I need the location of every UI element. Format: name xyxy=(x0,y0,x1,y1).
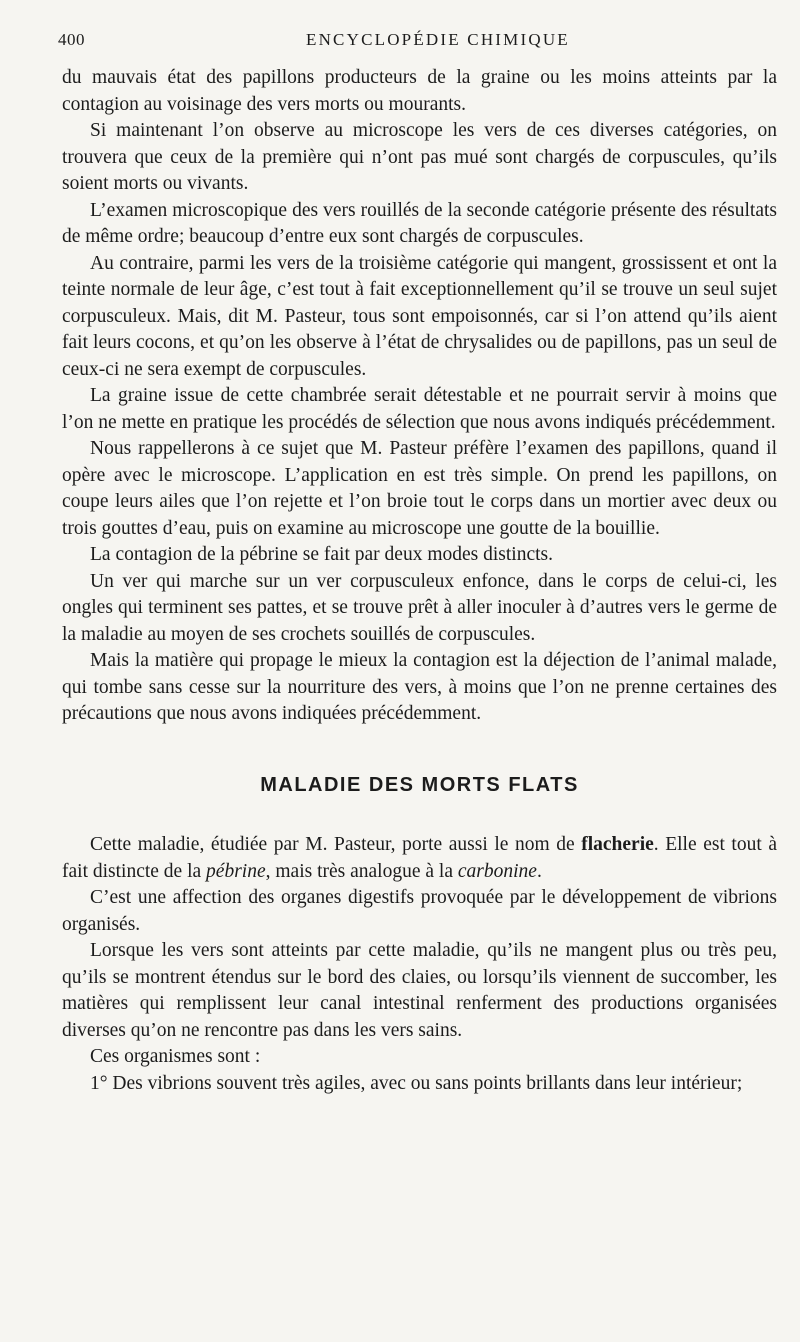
intro-text: Cette maladie, étudiée par M. Pasteur, porte aussi le nom de xyxy=(90,834,582,855)
paragraph: du mauvais état des papillons producteurs de la graine ou les moins atteints par la contagion au voisinage des vers morts ou mourants. xyxy=(62,67,777,115)
paragraph: Lorsque les vers sont atteints par cette maladie, qu’ils ne mangent plus ou très peu, qu’ils se montrent étendus sur le bord des claies, ou lorsqu’ils viennent de succomber, les matières qui remplissent leur canal intestinal renferment des productions organisées diverses qu’on ne rencontre pas dans les vers sains. xyxy=(62,940,777,1041)
section-title: MALADIE DES MORTS FLATS xyxy=(260,773,579,796)
term-carbonine: carbonine xyxy=(457,860,537,882)
paragraph: Si maintenant l’on observe au microscope les vers de ces diverses catégories, on trouvera que ceux de la première qui n’ont pas mué sont chargés de corpuscules, qu’ils soient morts ou vivants. xyxy=(62,120,777,194)
paragraph: Au contraire, parmi les vers de la troisième catégorie qui mangent, grossissent et ont la teinte normale de leur âge, c’est tout à fait exceptionnellement qu’il se trouve un seul sujet corpusculeux. Mais, dit M. Pasteur, tous sont empoisonnés, car si l’on attend qu’ils aient fait leurs cocons, et qu’on les observe à l’état de chrysalides ou de papillons, pas un seul de ceux-ci ne sera exempt de corpuscules. xyxy=(62,252,777,380)
paragraph: Mais la matière qui propage le mieux la contagion est la déjection de l’animal malade, qui tombe sans cesse sur la nourriture des vers, à moins que l’on ne prenne certaines des précautions que nous avons indiquées précédemment. xyxy=(62,650,777,724)
intro-text: . xyxy=(536,860,542,882)
paragraph: Nous rappellerons à ce sujet que M. Pasteur préfère l’examen des papillons, quand il opère avec le microscope. L’application en est très simple. On prend les papillons, on coupe leurs ailes que l’on rejette et l’on broie tout le corps dans un mortier avec deux ou trois gouttes d’eau, puis on examine au microscope une goutte de la bouillie. xyxy=(62,438,777,539)
intro-text: . Elle est tout à fait distincte de la xyxy=(62,834,777,882)
intro-paragraph xyxy=(62,832,777,885)
paragraph: Ces organismes sont : xyxy=(90,1046,261,1067)
term-pebrine: pébrine xyxy=(206,860,266,882)
term-flacherie: flacherie xyxy=(581,834,654,855)
page-body xyxy=(62,65,777,1097)
page-number: 400 xyxy=(58,30,85,49)
intro-text: , mais très analogue à la xyxy=(265,860,458,882)
paragraph: La graine issue de cette chambrée serait détestable et ne pourrait servir à moins que l’on ne mette en pratique les procédés de sélection que nous avons indiqués précédemment. xyxy=(62,385,777,433)
running-head: ENCYCLOPÉDIE CHIMIQUE xyxy=(306,30,570,49)
paragraph: La contagion de la pébrine se fait par deux modes distincts. xyxy=(90,544,553,565)
paragraph: 1° Des vibrions souvent très agiles, avec ou sans points brillants dans leur intérieur; xyxy=(90,1072,743,1094)
paragraph: C’est une affection des organes digestifs provoquée par le développement de vibrions organisés. xyxy=(62,887,777,935)
page-header xyxy=(58,30,770,56)
paragraph: Un ver qui marche sur un ver corpusculeux enfonce, dans le corps de celui-ci, les ongles qui terminent ses pattes, et se trouve prêt à aller inoculer à d’autres vers le germe de la maladie au moyen de ses crochets souillés de corpuscules. xyxy=(62,570,777,645)
paragraph: L’examen microscopique des vers rouillés de la seconde catégorie présente des résultats de même ordre; beaucoup d’entre eux sont chargés de corpuscules. xyxy=(62,199,777,247)
